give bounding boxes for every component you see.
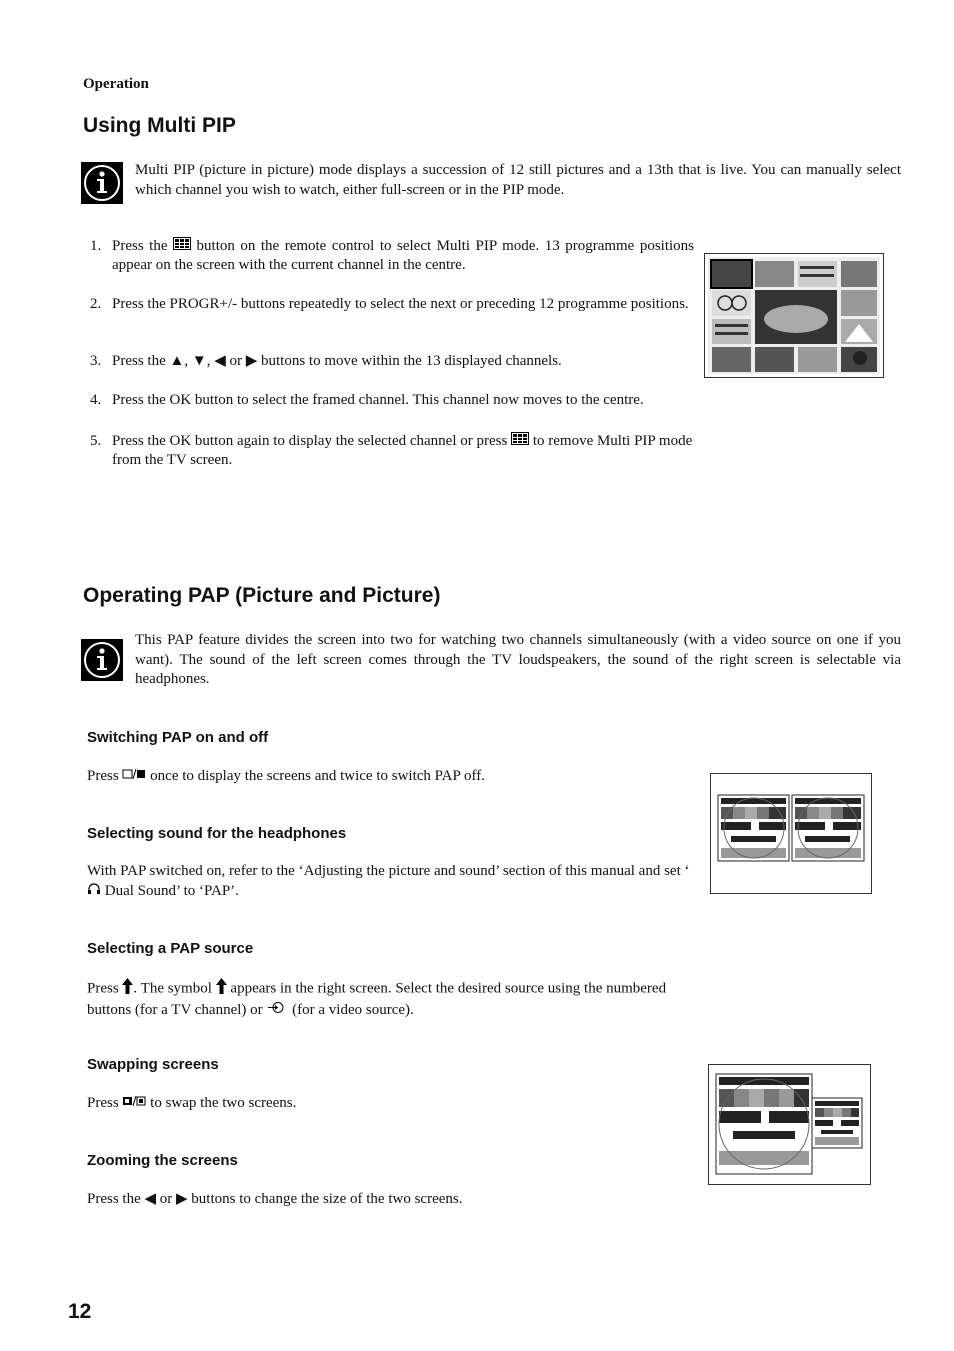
source-title: Selecting a PAP source (87, 940, 254, 957)
pap-title: Operating PAP (Picture and Picture) (83, 584, 441, 607)
sound-title: Selecting sound for the headphones (87, 825, 347, 842)
video-input-icon (266, 1001, 288, 1021)
list-item: 3. Press the ▲, ▼, ◀ or ▶ buttons to move within the 13 displayed channels. (90, 353, 562, 369)
list-item: 5. Press the OK button again to display the selected channel or press to remove Multi PIP mode from the TV screen. (90, 433, 693, 469)
page-number: 12 (68, 1300, 92, 1323)
list-item: 1. Press the button on the remote control to select Multi PIP mode. 13 programme positions appear on the screen with the current channel in the centre. (90, 238, 695, 274)
info-icon (81, 639, 123, 681)
sound-text: With PAP switched on, refer to the ‘Adjusting the picture and sound’ section of this manual and set ‘ Dual Sound’ to ‘PAP’. (87, 862, 703, 901)
swap-button-icon (122, 1094, 146, 1114)
swap-text: Press to swap the two screens. (87, 1094, 687, 1114)
multi-pip-illustration (704, 253, 884, 378)
pap-zoom-illustration (708, 1064, 871, 1185)
switching-text: Press once to display the screens and twice to switch PAP off. (87, 767, 687, 787)
section-label: Operation (83, 76, 149, 92)
multi-pip-intro: Multi PIP (picture in picture) mode displays a succession of 12 still pictures and a 13th that is live. You can manually select which channel you wish to watch, either full-screen or in the PIP mode. (135, 162, 901, 198)
multi-pip-title: Using Multi PIP (83, 114, 236, 137)
list-item: 4. Press the OK button to select the framed channel. This channel now moves to the centre. (90, 392, 644, 408)
swap-title: Swapping screens (87, 1056, 219, 1073)
info-icon (81, 162, 123, 204)
up-arrow-icon (216, 978, 227, 1001)
pap-button-icon (122, 767, 146, 787)
pap-intro: This PAP feature divides the screen into two for watching two channels simultaneously (with a video source on one if you want). The sound of the left screen comes through the TV loudspeakers, the sound of the right screen is selectable via headphones. (135, 632, 901, 687)
source-text: Press . The symbol appears in the right screen. Select the desired source using the numbered buttons (for a TV channel) or (for a video source). (87, 978, 703, 1020)
switching-title: Switching PAP on and off (87, 729, 269, 746)
zoom-text: Press the ◀ or ▶ buttons to change the size of the two screens. (87, 1191, 463, 1207)
headphones-icon (87, 882, 101, 902)
zoom-title: Zooming the screens (87, 1152, 238, 1169)
multi-pip-button-icon (173, 237, 191, 256)
up-arrow-icon (122, 978, 133, 1001)
list-item: 2. Press the PROGR+/- buttons repeatedly to select the next or preceding 12 programme positions. (90, 296, 689, 312)
pap-split-illustration (710, 773, 872, 894)
multi-pip-button-icon (511, 432, 529, 451)
